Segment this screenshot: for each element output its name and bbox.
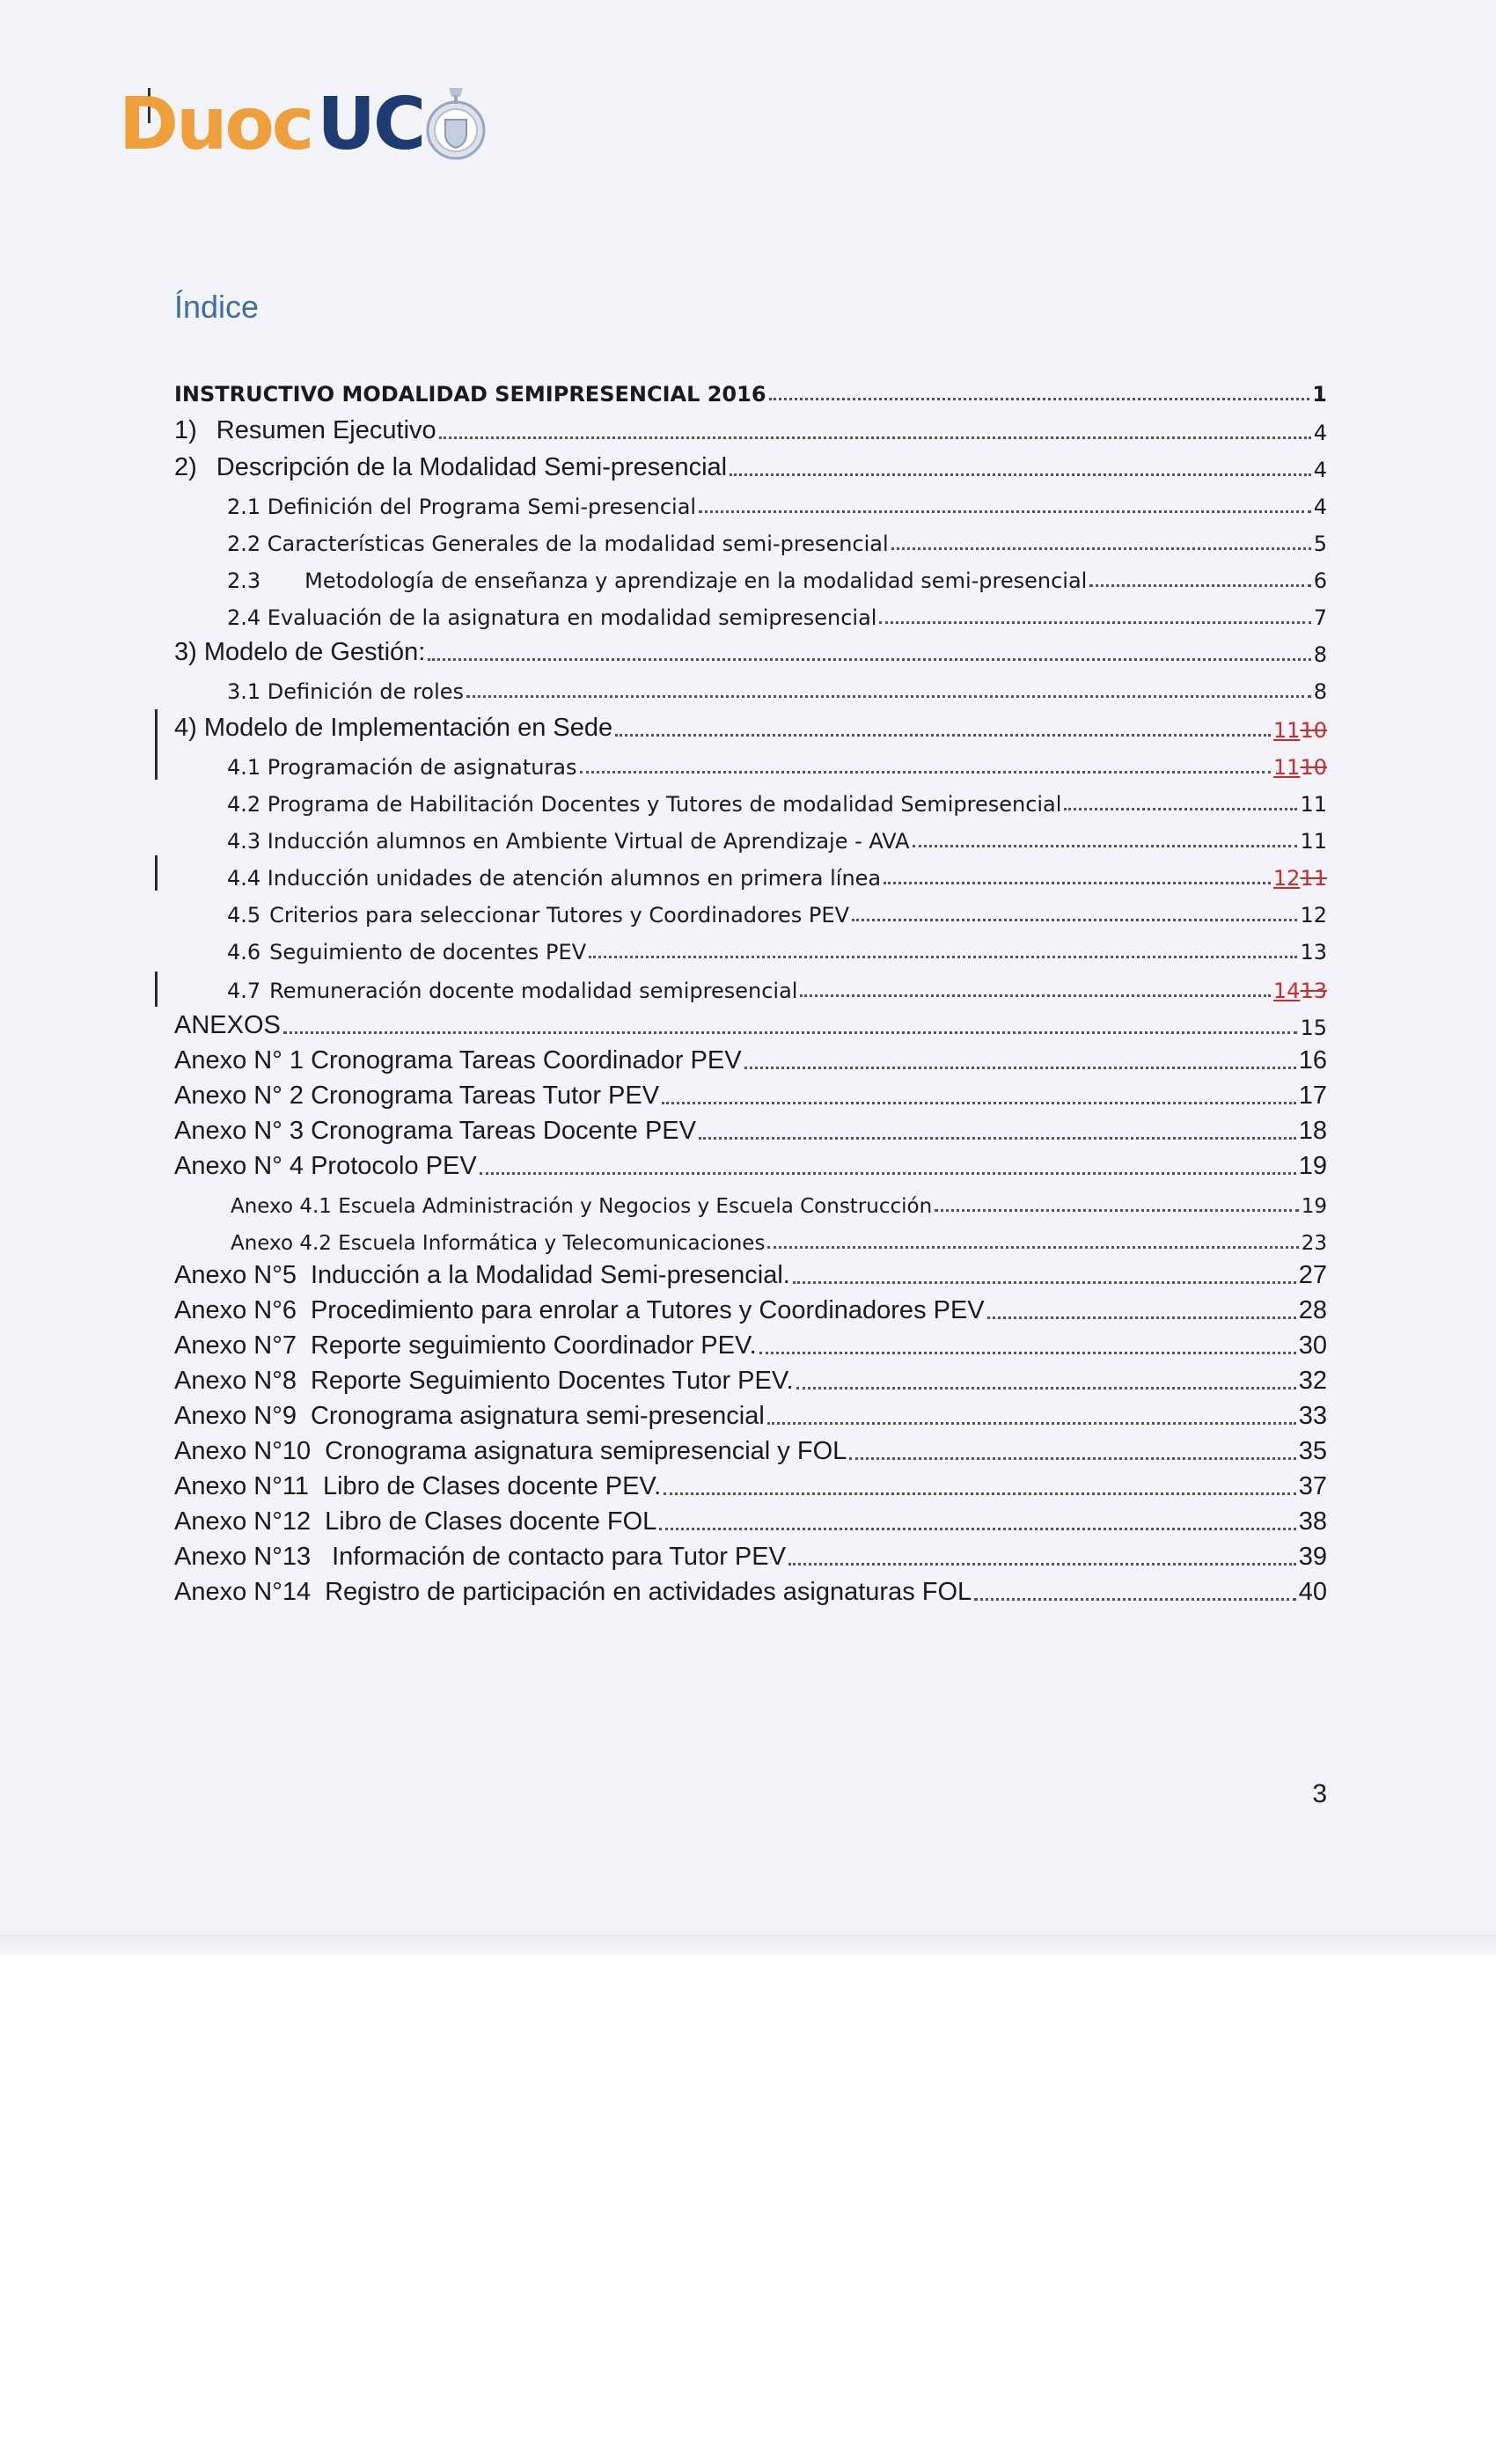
toc-entry-number: 4.7 — [227, 979, 261, 1003]
leader-dots — [767, 1245, 1298, 1249]
toc-entry-page: 28 — [1298, 1296, 1327, 1324]
toc-entry-title — [174, 1296, 985, 1325]
toc-entry-number: Anexo N°14 — [174, 1578, 312, 1606]
leader-dots — [767, 1421, 1296, 1425]
toc-entry[interactable] — [174, 1535, 1327, 1572]
leader-dots — [662, 1101, 1296, 1104]
toc-entry-title: 2.1 Definición del Programa Semi-presencial — [227, 495, 697, 519]
toc-entry-page: 13 — [1300, 940, 1327, 964]
leader-dots — [769, 397, 1310, 400]
toc-entry-title: ANEXOS — [174, 1011, 281, 1039]
leader-dots — [800, 994, 1270, 997]
leader-dots — [480, 1171, 1296, 1175]
leader-dots — [913, 844, 1298, 847]
leader-dots — [699, 1136, 1296, 1140]
toc-entry[interactable] — [174, 408, 1327, 445]
toc-entry[interactable] — [174, 1464, 1327, 1501]
toc-entry-page — [1273, 718, 1327, 743]
toc-entry-title — [174, 1437, 847, 1466]
toc-entry-page: 33 — [1298, 1402, 1327, 1430]
index-heading: Índice — [174, 289, 260, 325]
toc-entry[interactable] — [227, 667, 1327, 704]
toc-entry-page — [1273, 979, 1327, 1003]
toc-entry-title: 4.3 Inducción alumnos en Ambiente Virtual de Aprendizaje - AVA — [227, 829, 910, 854]
toc-entry-title: INSTRUCTIVO MODALIDAD SEMIPRESENCIAL 2016 — [174, 382, 766, 407]
toc-entry-page: 6 — [1313, 568, 1327, 593]
toc-entry-page: 4 — [1313, 458, 1327, 482]
toc-entry-title: Anexo N° 4 Protocolo PEV — [174, 1152, 477, 1180]
toc-entry-page: 32 — [1298, 1367, 1327, 1395]
toc-entry[interactable] — [174, 370, 1327, 407]
toc-entry-page: 30 — [1298, 1331, 1327, 1360]
toc-entry-number: Anexo N°6 — [174, 1296, 297, 1324]
leader-dots — [439, 436, 1311, 439]
toc-entry-page: 11 — [1300, 792, 1327, 817]
toc-entry-page: 27 — [1298, 1261, 1327, 1289]
toc-entry[interactable] — [227, 519, 1327, 556]
revised-page-number: 12 — [1272, 866, 1301, 891]
toc-entry-text: Descripción de la Modalidad Semi-presencial — [216, 453, 728, 481]
toc-entry-page: 39 — [1298, 1543, 1327, 1571]
leader-dots — [793, 1280, 1296, 1284]
toc-entry-number: Anexo N°11 — [174, 1472, 309, 1500]
leader-dots — [849, 1456, 1295, 1460]
toc-entry[interactable] — [227, 854, 1327, 891]
deleted-page-number: 11 — [1300, 866, 1327, 891]
toc-entry-page: 16 — [1298, 1046, 1327, 1074]
leader-dots — [879, 620, 1310, 624]
toc-entry-page: 38 — [1298, 1507, 1327, 1536]
toc-entry-title — [174, 1261, 790, 1290]
leader-dots — [852, 918, 1297, 921]
toc-entry-title: Anexo N° 3 Cronograma Tareas Docente PEV — [174, 1117, 696, 1145]
toc-entry-text: Cronograma asignatura semipresencial y FOL — [325, 1437, 847, 1465]
toc-entry-title — [174, 1507, 656, 1536]
toc-entry-page — [1273, 755, 1327, 780]
toc-entry-title: Anexo N° 2 Cronograma Tareas Tutor PEV — [174, 1082, 660, 1110]
revision-bar — [155, 972, 158, 1007]
toc-entry-number: 4.5 — [227, 903, 261, 928]
toc-entry[interactable] — [227, 966, 1327, 1003]
toc-entry[interactable] — [227, 593, 1327, 630]
toc-entry[interactable] — [227, 743, 1327, 780]
toc-entry-title — [174, 1331, 757, 1360]
toc-entry-number: Anexo N°12 — [174, 1507, 312, 1536]
toc-entry[interactable] — [174, 1429, 1327, 1466]
leader-dots — [788, 1562, 1296, 1566]
toc-entry[interactable] — [174, 1144, 1327, 1181]
toc-entry[interactable] — [231, 1181, 1327, 1218]
revised-page-number: 14 — [1272, 979, 1301, 1003]
toc-entry[interactable] — [174, 445, 1327, 482]
toc-entry-page: 7 — [1313, 605, 1327, 630]
toc-entry-text: Resumen Ejecutivo — [216, 416, 436, 444]
leader-dots — [884, 881, 1271, 884]
leader-dots — [759, 1351, 1296, 1354]
toc-entry-title: 4.2 Programa de Habilitación Docentes y Tutores de modalidad Semipresencial — [227, 792, 1062, 817]
toc-entry-number: Anexo N°13 — [174, 1543, 312, 1571]
leader-dots — [974, 1597, 1296, 1601]
toc-entry[interactable] — [174, 630, 1327, 667]
leader-dots — [589, 955, 1297, 958]
toc-entry-title: 2.4 Evaluación de la asignatura en modalidad semipresencial — [227, 605, 877, 630]
toc-entry-page: 35 — [1298, 1437, 1327, 1465]
toc-entry-title — [174, 1402, 765, 1431]
toc-entry-number: 2.3 — [227, 568, 261, 593]
toc-entry-number: Anexo N°8 — [174, 1367, 297, 1395]
toc-entry-text: Reporte Seguimiento Docentes Tutor PEV. — [310, 1367, 794, 1395]
toc-entry-number: Anexo N°7 — [174, 1331, 297, 1360]
toc-entry-title — [174, 416, 436, 445]
leader-dots — [891, 546, 1311, 550]
toc-entry-title — [174, 1578, 972, 1607]
leader-dots — [730, 473, 1311, 476]
deleted-page-number: 10 — [1300, 755, 1327, 780]
toc-entry-number: 1) — [174, 416, 197, 444]
toc-entry-number: 2) — [174, 453, 197, 481]
toc-entry[interactable] — [174, 1324, 1327, 1360]
leader-dots — [987, 1316, 1296, 1319]
toc-entry[interactable] — [174, 1253, 1327, 1290]
toc-entry[interactable] — [227, 556, 1327, 593]
toc-entry-title: Anexo 4.1 Escuela Administración y Negocios y Escuela Construcción — [231, 1195, 933, 1218]
toc-entry-number: Anexo N°9 — [174, 1402, 297, 1430]
page-edge — [0, 1934, 1496, 1955]
toc-entry-title: 2.2 Características Generales de la modalidad semi-presencial — [227, 532, 889, 556]
toc-entry-page: 8 — [1313, 642, 1327, 667]
toc-entry-page: 4 — [1313, 495, 1327, 519]
deleted-page-number: 13 — [1300, 979, 1327, 1003]
toc-entry-page: 12 — [1300, 903, 1327, 928]
toc-entry[interactable] — [174, 1288, 1327, 1325]
toc-entry-title: Anexo 4.2 Escuela Informática y Telecomunicaciones — [231, 1232, 766, 1255]
toc-entry-page: 40 — [1298, 1578, 1327, 1606]
leader-dots — [664, 1492, 1296, 1495]
page-number: 3 — [1312, 1779, 1327, 1808]
toc-entry-title: 3.1 Definición de roles — [227, 679, 465, 704]
toc-entry-title: Anexo N° 1 Cronograma Tareas Coordinador PEV — [174, 1046, 742, 1074]
toc-entry-page — [1273, 866, 1327, 891]
toc-entry-title: 4.1 Programación de asignaturas — [227, 755, 577, 780]
toc-entry-title — [174, 453, 727, 482]
toc-entry[interactable] — [174, 1003, 1327, 1040]
toc-entry-title — [227, 568, 1087, 593]
toc-entry-page: 4 — [1313, 421, 1327, 445]
toc-entry-text: Reporte seguimiento Coordinador PEV. — [310, 1331, 757, 1360]
logo-duoc: Duoc — [119, 83, 312, 166]
toc-entry-text: Seguimiento de docentes PEV — [269, 940, 587, 964]
toc-entry[interactable] — [174, 706, 1327, 743]
toc-entry-number: Anexo N°10 — [174, 1437, 312, 1465]
toc-entry-title — [227, 903, 849, 928]
toc-entry-text: Libro de Clases docente FOL — [325, 1507, 657, 1536]
toc-entry-text: Registro de participación en actividades asignaturas FOL — [325, 1578, 972, 1606]
toc-entry-text: Inducción a la Modalidad Semi-presencial. — [310, 1261, 790, 1289]
toc-entry-text: Criterios para seleccionar Tutores y Coordinadores PEV — [269, 903, 849, 928]
toc-entry[interactable] — [174, 1109, 1327, 1146]
university-crest-icon — [425, 83, 487, 184]
toc-entry-title: 4) Modelo de Implementación en Sede — [174, 714, 613, 742]
leader-dots — [466, 694, 1311, 698]
toc-entry[interactable] — [174, 1570, 1327, 1607]
toc-entry-number: Anexo N°5 — [174, 1261, 297, 1289]
toc-entry-text: Cronograma asignatura semi-presencial — [310, 1402, 765, 1430]
toc-entry-title — [227, 940, 586, 964]
toc-entry-text: Metodología de enseñanza y aprendizaje en la modalidad semi-presencial — [304, 568, 1088, 593]
toc-entry-page: 19 — [1301, 1195, 1327, 1218]
leader-dots — [580, 770, 1271, 774]
deleted-page-number: 10 — [1300, 718, 1327, 743]
toc-entry[interactable] — [174, 1500, 1327, 1536]
duoc-uc-logo — [119, 81, 487, 178]
toc-entry-page: 5 — [1313, 532, 1327, 556]
toc-entry[interactable] — [174, 1074, 1327, 1111]
toc-entry-page: 11 — [1300, 829, 1327, 854]
toc-entry-text: Procedimiento para enrolar a Tutores y Coordinadores PEV — [310, 1296, 985, 1324]
revision-bar — [155, 855, 158, 891]
toc-entry-text: Remuneración docente modalidad semipresencial — [269, 979, 798, 1003]
toc-entry[interactable] — [174, 1394, 1327, 1431]
toc-entry-page: 15 — [1300, 1016, 1327, 1040]
toc-entry-page: 19 — [1298, 1152, 1327, 1180]
toc-entry-number: 4.6 — [227, 940, 261, 964]
toc-entry[interactable] — [174, 1359, 1327, 1396]
toc-entry-page: 37 — [1298, 1472, 1327, 1500]
leader-dots — [1089, 583, 1310, 587]
leader-dots — [1064, 807, 1297, 810]
toc-entry-title: 3) Modelo de Gestión: — [174, 638, 426, 666]
leader-dots — [615, 733, 1271, 737]
toc-entry-text: Información de contacto para Tutor PEV — [332, 1543, 786, 1571]
revision-bar — [155, 709, 158, 780]
logo-uc: UC — [317, 83, 424, 166]
toc-entry-page: 17 — [1298, 1082, 1327, 1110]
toc-entry[interactable] — [227, 780, 1327, 817]
leader-dots — [659, 1527, 1295, 1530]
leader-dots — [699, 510, 1311, 513]
toc-entry-title — [174, 1367, 794, 1396]
toc-entry-page: 18 — [1298, 1117, 1327, 1145]
toc-entry[interactable] — [174, 1038, 1327, 1075]
leader-dots — [744, 1066, 1296, 1069]
toc-entry[interactable] — [231, 1218, 1327, 1255]
toc-entry-text: Libro de Clases docente PEV. — [322, 1472, 662, 1500]
toc-entry-title — [227, 979, 797, 1003]
leader-dots — [283, 1030, 1298, 1034]
revised-page-number: 11 — [1272, 718, 1301, 743]
toc-entry-page: 23 — [1301, 1232, 1327, 1255]
toc-entry-title — [174, 1543, 786, 1572]
leader-dots — [428, 657, 1310, 661]
leader-dots — [935, 1208, 1299, 1212]
toc-entry-title: 4.4 Inducción unidades de atención alumnos en primera línea — [227, 866, 882, 891]
toc-entry[interactable] — [227, 928, 1327, 964]
toc-entry-title — [174, 1472, 661, 1501]
toc-entry[interactable] — [227, 817, 1327, 854]
leader-dots — [796, 1386, 1296, 1390]
toc-entry-page: 8 — [1313, 679, 1327, 704]
revised-page-number: 11 — [1272, 755, 1301, 780]
toc-entry[interactable] — [227, 891, 1327, 928]
toc-entry-page: 1 — [1312, 382, 1327, 407]
toc-entry[interactable] — [227, 482, 1327, 519]
